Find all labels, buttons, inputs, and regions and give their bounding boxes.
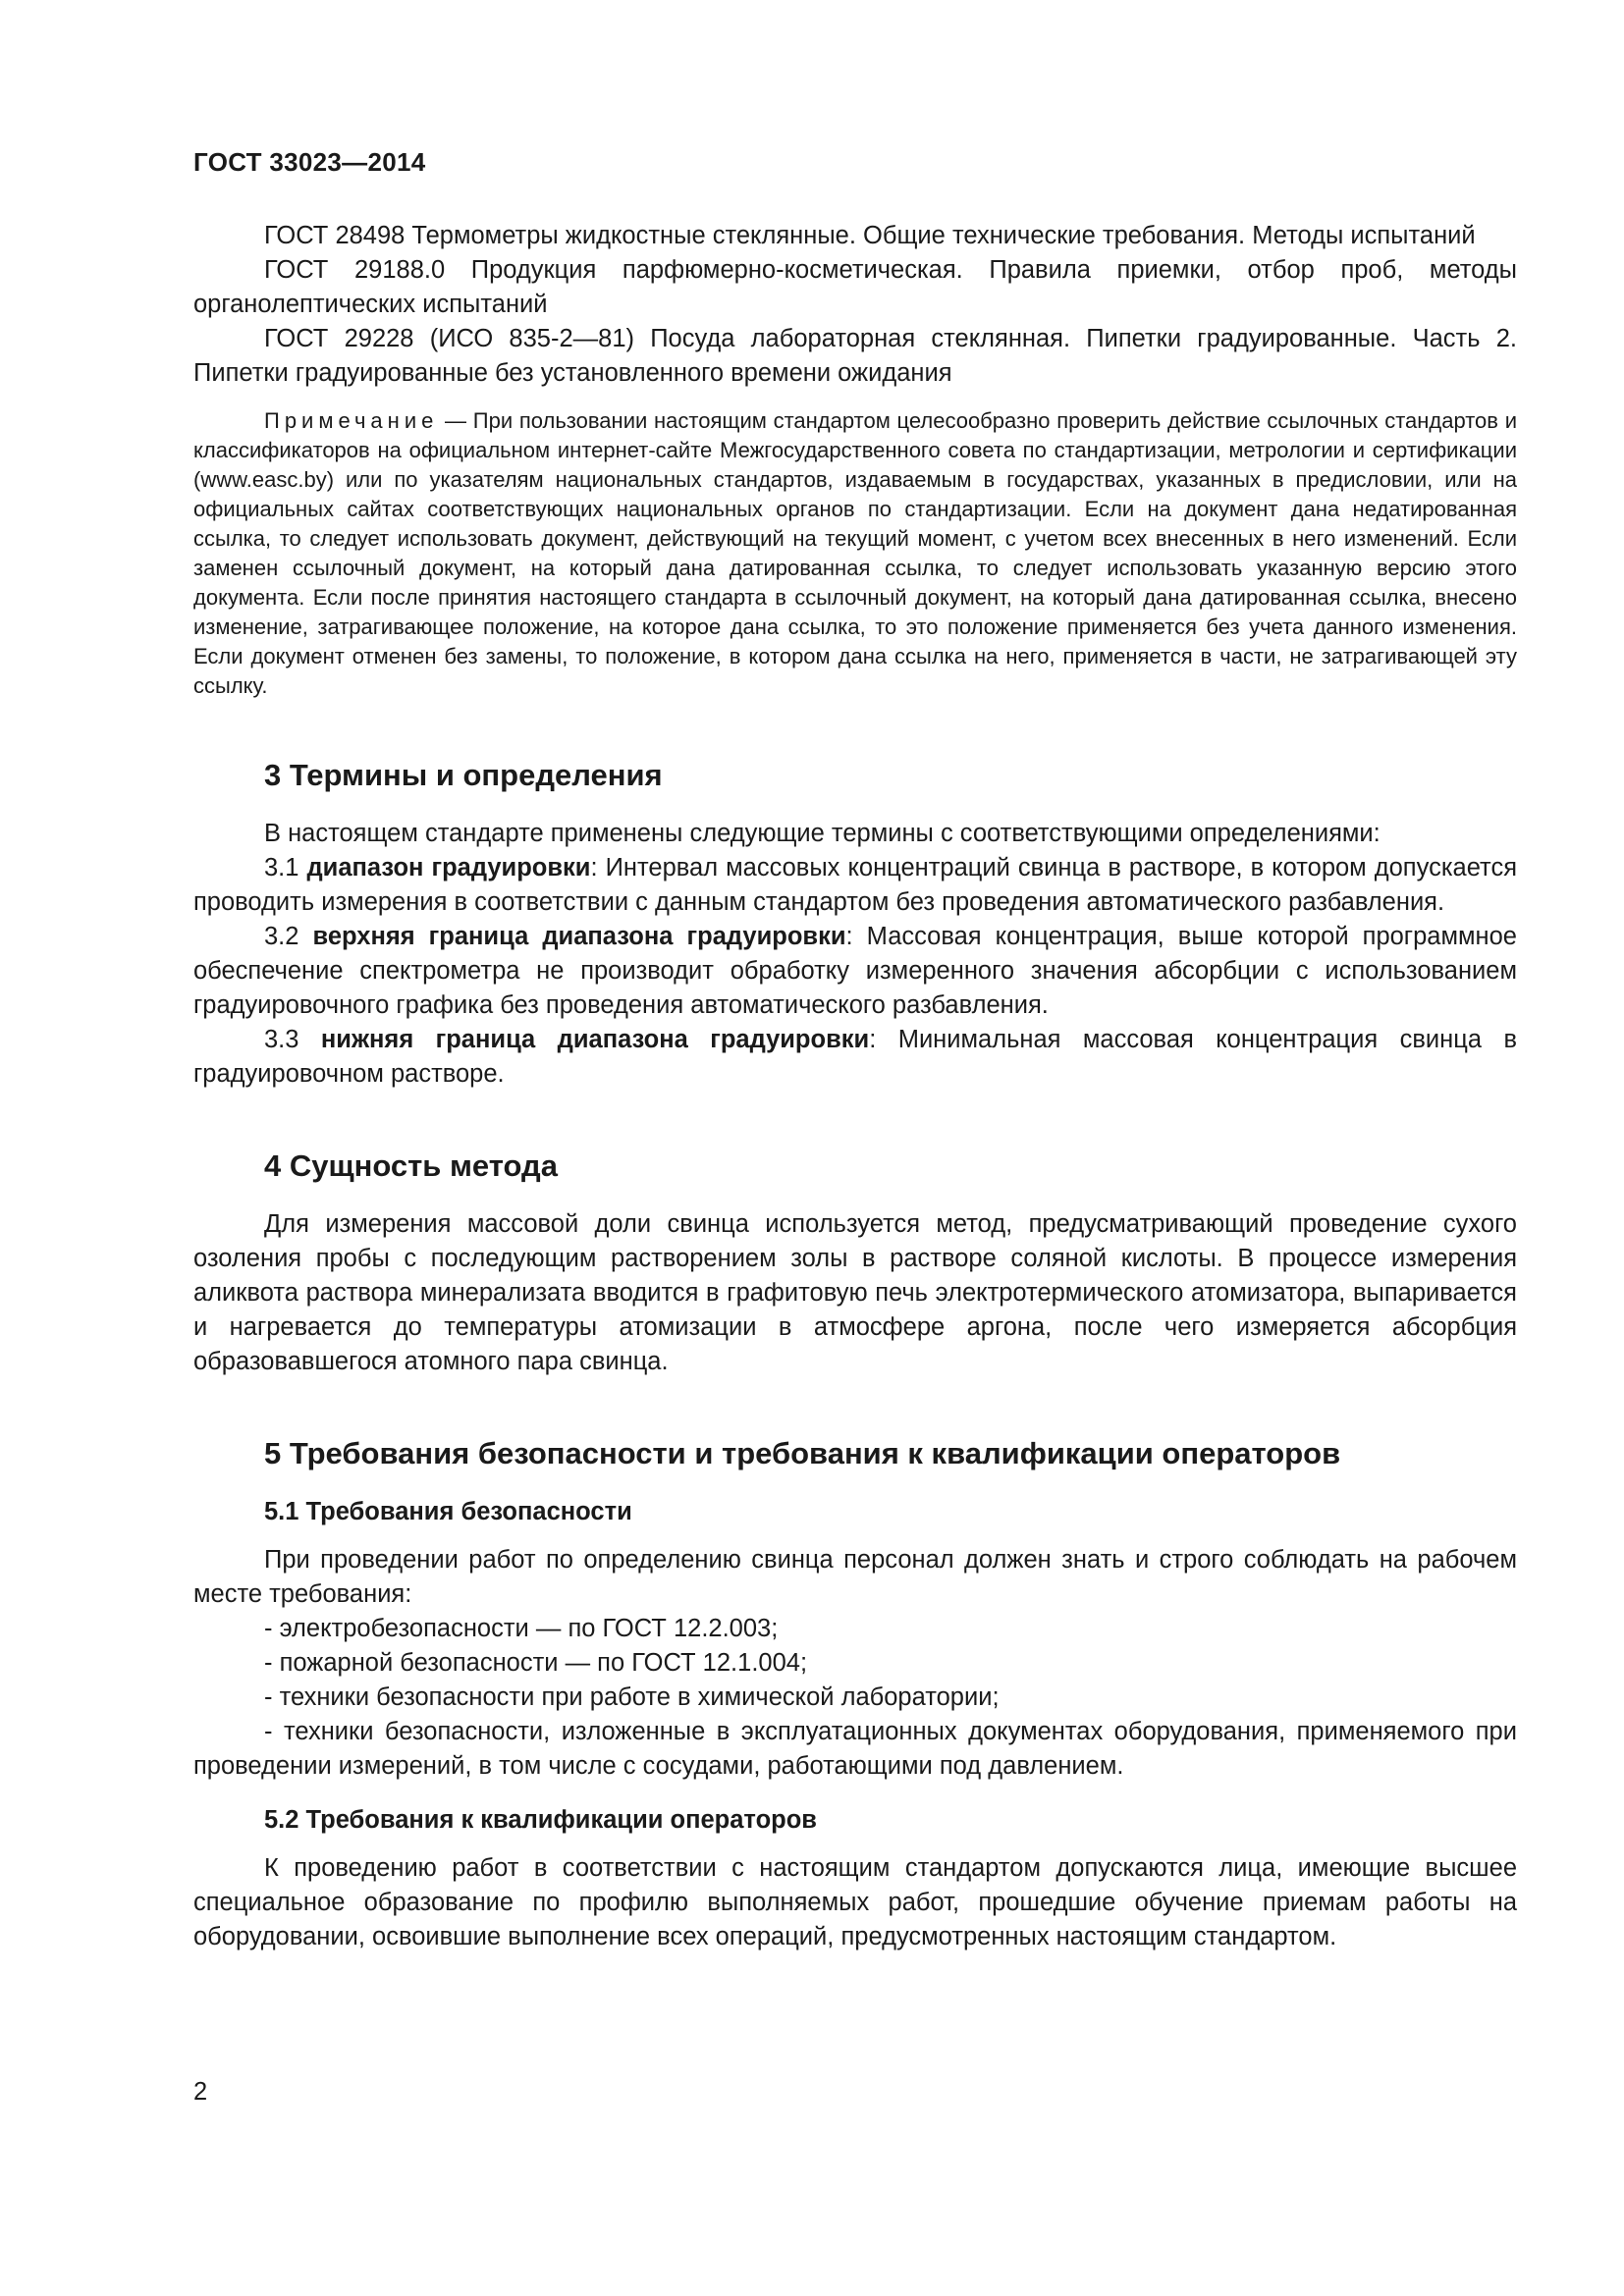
subsection-5-1-intro: При проведении работ по определению свинца персонал должен знать и строго соблюдать на рабочем месте требования:: [193, 1546, 1517, 1608]
section-5-title: 5 Требования безопасности и требования к квалификации операторов: [264, 1436, 1341, 1470]
term-number: 3.3: [264, 1026, 321, 1053]
term-def: : Массовая концентрация, выше которой программное обеспечение спектрометра не производит обработку измеренного значения абсорбции с использованием градуировочного графика без проведения автоматического разбавления.: [193, 923, 1517, 1019]
reference-item: ГОСТ 28498 Термометры жидкостные стеклянные. Общие технические требования. Методы испытаний: [264, 222, 1476, 249]
subsection-5-2-title: 5.2 Требования к квалификации операторов: [264, 1806, 817, 1834]
term-number: 3.2: [264, 923, 313, 950]
section-3-intro: В настоящем стандарте применены следующие термины с соответствующими определениями:: [264, 820, 1380, 847]
subsection-5-1-title: 5.1 Требования безопасности: [264, 1498, 632, 1525]
term-definition: [193, 1023, 1517, 1092]
subsection-5-2-text: К проведению работ в соответствии с настоящим стандартом допускаются лица, имеющие высшее специальное образование по профилю выполняемых работ, прошедшие обучение приемам работы на оборудовании, освоившие выполнение всех операций, предусмотренных настоящим стандартом.: [193, 1854, 1517, 1950]
document-header: ГОСТ 33023—2014: [193, 147, 426, 177]
list-item: - техники безопасности при работе в химической лаборатории;: [264, 1683, 1000, 1711]
term-name: диапазон градуировки: [306, 854, 591, 881]
reference-item: ГОСТ 29188.0 Продукция парфюмерно-косметическая. Правила приемки, отбор проб, методы органолептических испытаний: [193, 256, 1517, 318]
note-text: — При пользовании настоящим стандартом целесообразно проверить действие ссылочных стандартов и классификаторов на официальном интернет-сайте Межгосударственного совета по стандартизации, метрологии и сертификации (www.easc.by) или по указателям национальных стандартов, издаваемым в государствах, указанных в предисловии, или на официальных сайтах соответствующих национальных органов по стандартизации. Если на документ дана недатированная ссылка, то следует использовать документ, действующий на текущий момент, с учетом всех внесенных в него изменений. Если заменен ссылочный документ, на который дана датированная ссылка, то следует использовать указанную версию этого документа. Если после принятия настоящего стандарта в ссылочный документ, на который дана датированная ссылка, внесено изменение, затрагивающее положение, на которое дана ссылка, то это положение применяется без учета данного изменения. Если документ отменен без замены, то положение, в котором дана ссылка на него, применяется в части, не затрагивающей эту ссылку.: [193, 408, 1517, 698]
term-definition: [193, 920, 1517, 1023]
document-page: [193, 147, 1517, 1954]
term-def: : Интервал массовых концентраций свинца в растворе, в котором допускается проводить измерения в соответствии с данным стандартом без проведения автоматического разбавления.: [193, 854, 1518, 916]
note: [193, 406, 1517, 701]
list-item: - техники безопасности, изложенные в эксплуатационных документах оборудования, применяемого при проведении измерений, в том числе с сосудами, работающими под давлением.: [193, 1718, 1517, 1780]
section-3-title: 3 Термины и определения: [264, 758, 663, 792]
section-4-title: 4 Сущность метода: [264, 1148, 558, 1183]
page-number: 2: [193, 2078, 208, 2106]
term-number: 3.1: [264, 854, 307, 881]
section-4-text: Для измерения массовой доли свинца используется метод, предусматривающий проведение сухого озоления пробы с последующим растворением золы в растворе соляной кислоты. В процессе измерения аликвота раствора минерализата вводится в графитовую печь электротермического атомизатора, выпаривается и нагревается до температуры атомизации в атмосфере аргона, после чего измеряется абсорбция образовавшегося атомного пара свинца.: [193, 1210, 1517, 1375]
term-name: верхняя граница диапазона градуировки: [312, 923, 846, 950]
list-item: - пожарной безопасности — по ГОСТ 12.1.004;: [264, 1649, 808, 1677]
note-label: Примечание: [264, 408, 439, 433]
term-def: : Минимальная массовая концентрация свинца в градуировочном растворе.: [193, 1026, 1517, 1088]
list-item: - электробезопасности — по ГОСТ 12.2.003;: [264, 1615, 779, 1642]
term-definition: [193, 851, 1517, 920]
reference-item: ГОСТ 29228 (ИСО 835-2—81) Посуда лабораторная стеклянная. Пипетки градуированные. Часть 2. Пипетки градуированные без установленного времени ожидания: [193, 325, 1517, 387]
term-name: нижняя граница диапазона градуировки: [320, 1026, 870, 1053]
